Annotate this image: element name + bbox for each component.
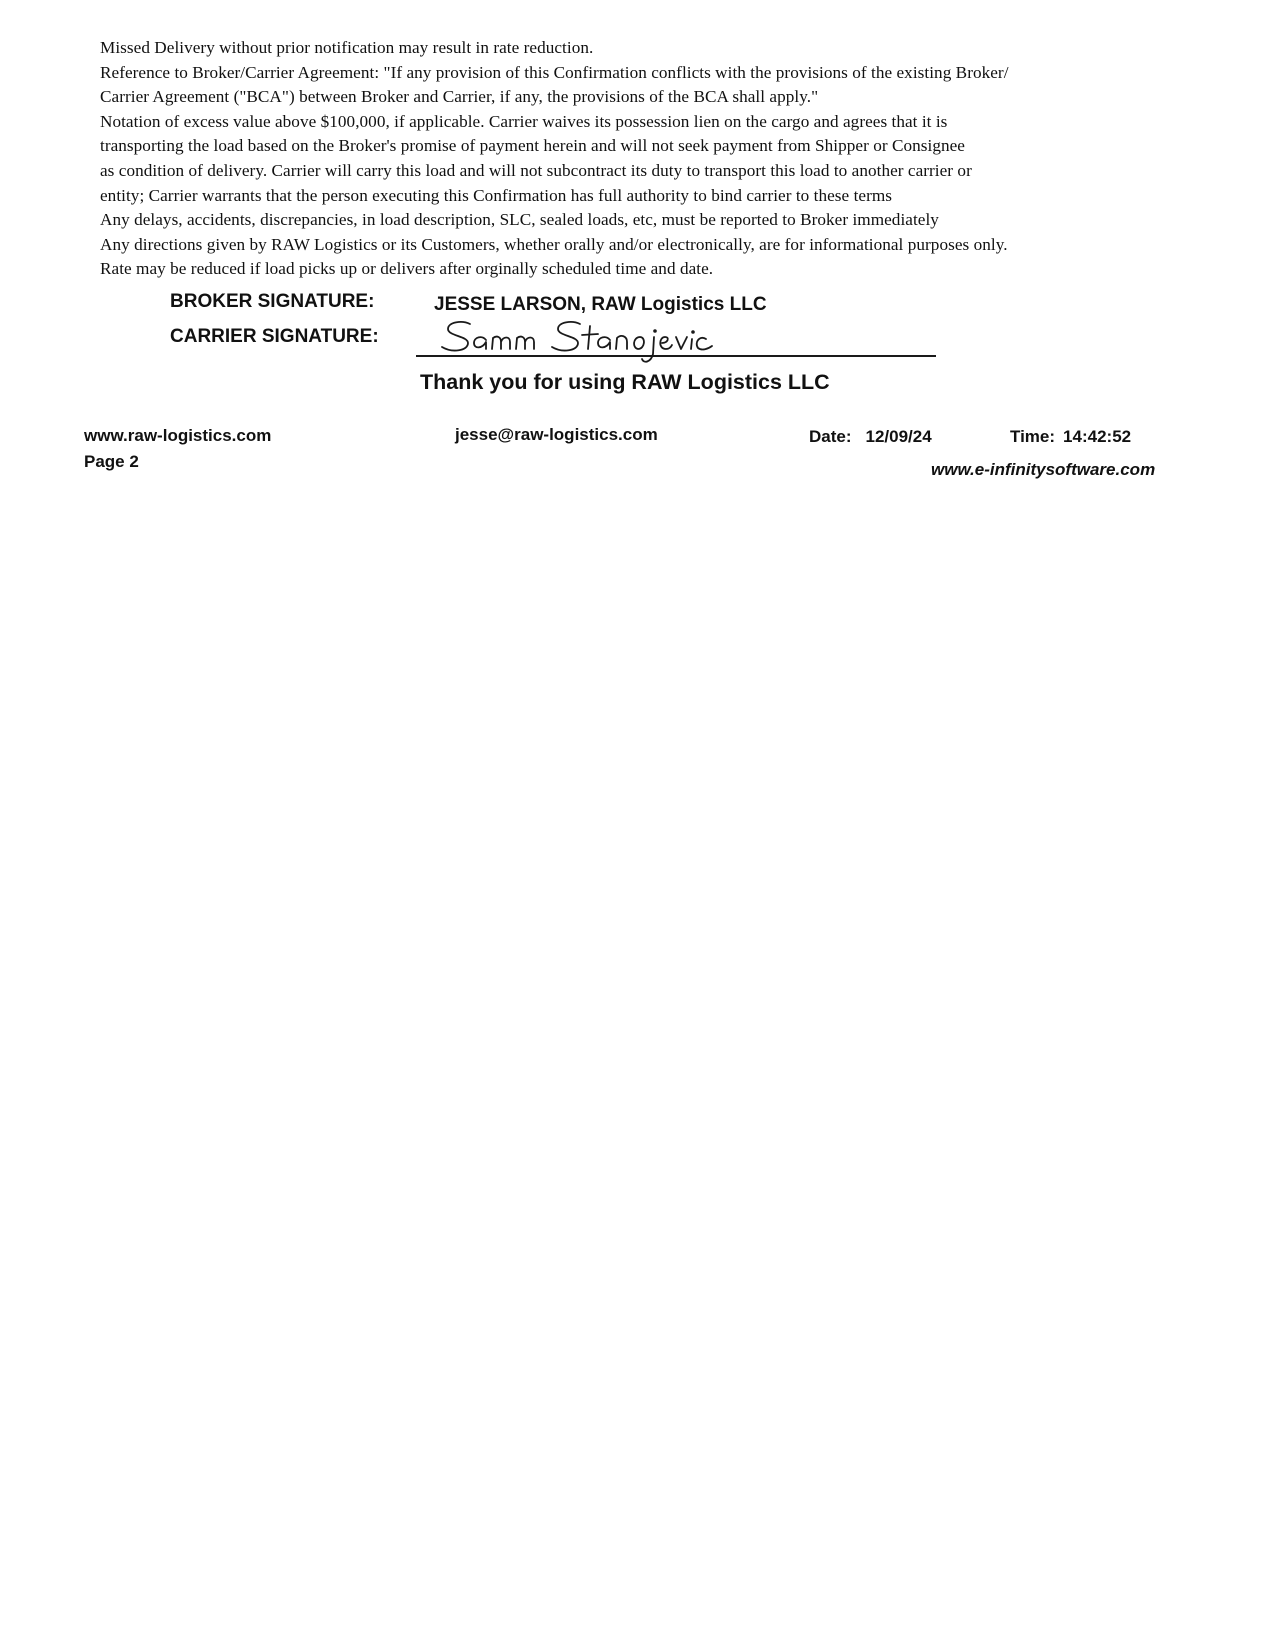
terms-line: Any delays, accidents, discrepancies, in load description, SLC, sealed loads, etc, must be reported to Broker immediately xyxy=(100,210,939,230)
carrier-signature-line xyxy=(416,355,936,357)
carrier-handwritten-signature xyxy=(440,318,740,370)
terms-line: Notation of excess value above $100,000, if applicable. Carrier waives its possession lien on the cargo and agrees that it is xyxy=(100,111,948,131)
terms-line: transporting the load based on the Broker's promise of payment herein and will not seek payment from Shipper or Consignee xyxy=(100,136,965,156)
terms-line: as condition of delivery. Carrier will carry this load and will not subcontract its duty to transport this load to another carrier or xyxy=(100,160,972,180)
footer-date-label: Date: xyxy=(809,427,852,446)
thank-you-message: Thank you for using RAW Logistics LLC xyxy=(420,370,830,394)
terms-section xyxy=(100,36,1210,282)
broker-signature-value: JESSE LARSON, RAW Logistics LLC xyxy=(434,294,767,315)
terms-line: Reference to Broker/Carrier Agreement: "If any provision of this Confirmation conflicts with the provisions of the existing Broker/ xyxy=(100,62,1009,82)
footer-time-label: Time: xyxy=(1010,427,1056,446)
footer-email: jesse@raw-logistics.com xyxy=(455,425,658,444)
footer-website: www.raw-logistics.com xyxy=(84,426,272,445)
terms-line: entity; Carrier warrants that the person executing this Confirmation has full authority to bind carrier to these terms xyxy=(100,185,893,205)
carrier-signature-label: CARRIER SIGNATURE: xyxy=(170,326,379,347)
footer-time xyxy=(1010,427,1131,447)
footer-software-url: www.e-infinitysoftware.com xyxy=(931,460,1156,479)
footer-page-number: Page 2 xyxy=(84,452,139,471)
terms-line: Any directions given by RAW Logistics or its Customers, whether orally and/or electronically, are for informational purposes only. xyxy=(100,234,1008,254)
footer-time-value: 14:42:52 xyxy=(1063,427,1132,446)
footer-date xyxy=(809,427,932,447)
terms-line: Missed Delivery without prior notification may result in rate reduction. xyxy=(100,38,594,57)
terms-line: Rate may be reduced if load picks up or delivers after orginally scheduled time and date. xyxy=(100,259,714,279)
terms-line: Carrier Agreement ("BCA") between Broker and Carrier, if any, the provisions of the BCA shall apply." xyxy=(100,87,819,107)
footer-date-value: 12/09/24 xyxy=(865,427,932,446)
broker-signature-label: BROKER SIGNATURE: xyxy=(170,291,375,312)
